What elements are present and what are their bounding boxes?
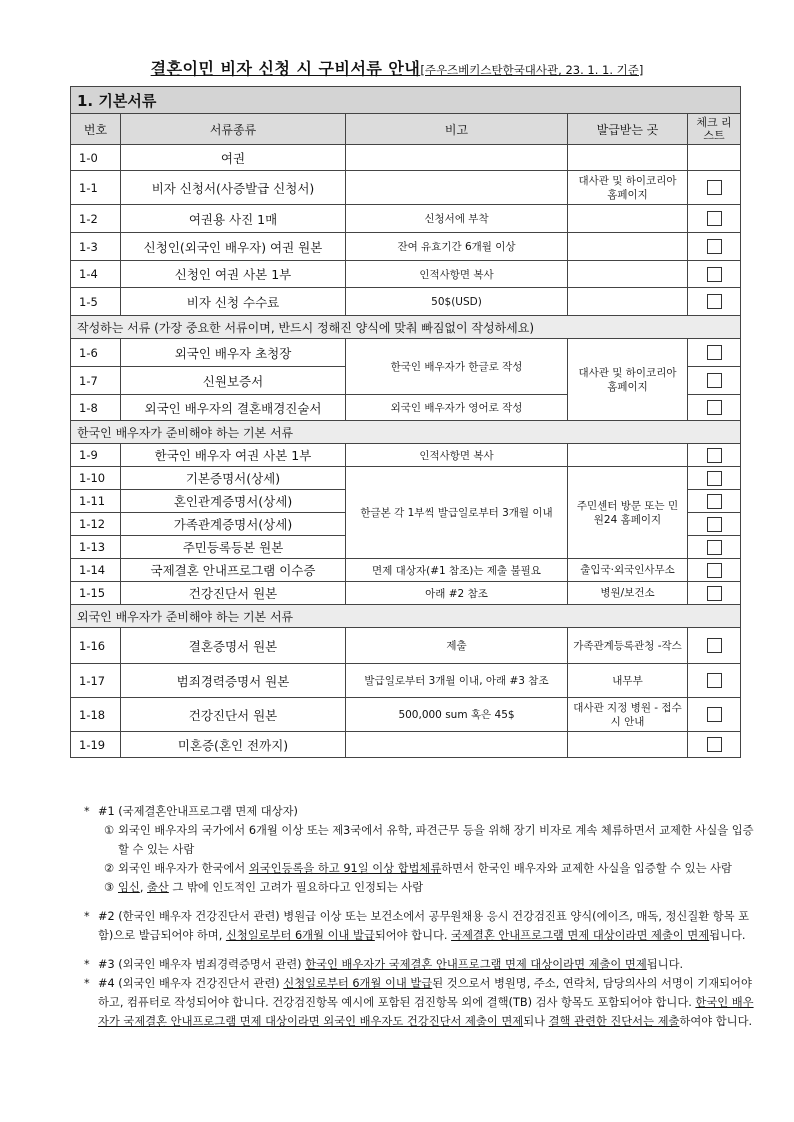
checkbox[interactable] — [707, 239, 722, 254]
table-row: 1-19 미혼증(혼인 전까지) — [71, 732, 741, 758]
table-row: 1-16 결혼증명서 원본 제출 가족관계등록관청 -작스 — [71, 628, 741, 664]
section-korean-spouse: 한국인 배우자가 준비해야 하는 기본 서류 — [71, 421, 741, 444]
note-1: * #1 (국제결혼안내프로그램 면제 대상자) — [84, 805, 298, 818]
checkbox[interactable] — [707, 345, 722, 360]
checkbox[interactable] — [707, 448, 722, 463]
checkbox[interactable] — [707, 471, 722, 486]
note-3: * #3 (외국인 배우자 범죄경력증명서 관련) 한국인 배우자가 국제결혼 안내프로그램 면제 대상이라면 제출이 면제됩니다. — [84, 958, 684, 971]
checkbox[interactable] — [707, 373, 722, 388]
section-foreign-spouse: 외국인 배우자가 준비해야 하는 기본 서류 — [71, 605, 741, 628]
table-row: 1-0 여권 — [71, 145, 741, 171]
table-row: 1-2 여권용 사진 1매 신청서에 부착 — [71, 205, 741, 233]
checkbox[interactable] — [707, 707, 722, 722]
note-1-item: ① 외국인 배우자의 국가에서 6개월 이상 또는 제3국에서 유학, 파견근무 등을 위해 장기 비자로 계속 체류하면서 교제한 사실을 입증할 수 있는 사람 — [104, 824, 754, 856]
table-row: 1-8 외국인 배우자의 결혼배경진술서 외국인 배우자가 영어로 작성 — [71, 395, 741, 421]
note-1-title: #1 (국제결혼안내프로그램 면제 대상자) — [98, 805, 298, 818]
table-row: 1-13 주민등록등본 원본 — [71, 536, 741, 559]
document-table — [70, 86, 741, 758]
checkbox[interactable] — [707, 737, 722, 752]
header-note: 비고 — [346, 114, 568, 145]
title-main: 결혼이민 비자 신청 시 구비서류 안내 — [150, 59, 421, 78]
table-row: 1-9 한국인 배우자 여권 사본 1부 인적사항면 복사 — [71, 444, 741, 467]
table-row: 1-17 범죄경력증명서 원본 발급일로부터 3개월 이내, 아래 #3 참조 내무부 — [71, 664, 741, 698]
checkbox[interactable] — [707, 638, 722, 653]
section-written-docs: 작성하는 서류 (가장 중요한 서류이며, 반드시 정해진 양식에 맞춰 빠짐없이 작성하세요) — [71, 316, 741, 339]
table-row: 1-10 기본증명서(상세) 한글본 각 1부씩 발급일로부터 3개월 이내 주민센터 방문 또는 민원24 홈페이지 — [71, 467, 741, 490]
table-row: 1-18 건강진단서 원본 500,000 sum 혹은 45$ 대사관 지정 병원 - 접수 시 안내 — [71, 698, 741, 732]
header-doc: 서류종류 — [121, 114, 346, 145]
header-num: 번호 — [71, 114, 121, 145]
checkbox[interactable] — [707, 673, 722, 688]
footnotes — [84, 802, 760, 1031]
section-basic-docs: 1. 기본서류 — [71, 87, 741, 114]
note-4: * #4 (외국인 배우자 건강진단서 관련) 신청일로부터 6개월 이내 발급된 것으로서 병원명, 주소, 연락처, 담당의사의 서명이 기재되어야 하고, 컴퓨터로 작성되어야 합니다. 건강검진항목 예시에 포함된 검진항목 외에 결핵(TB) 검사 항목도 포함되어야 합니다. 한국인 배우자가 국제결혼 안내프로그램 면제 대상이라면 외국인 배우자도 건강진단서 제출이 면제되나 결핵 관련한 진단서는 제출하여야 합니다. — [84, 977, 754, 1028]
checkbox[interactable] — [707, 294, 722, 309]
checkbox[interactable] — [707, 267, 722, 282]
checkbox[interactable] — [707, 540, 722, 555]
checkbox[interactable] — [707, 563, 722, 578]
note-2: * #2 (한국인 배우자 건강진단서 관련) 병원급 이상 또는 보건소에서 공무원채용 응시 건강검진표 양식(에이즈, 매독, 정신질환 항목 포함)으로 발급되어야 하며, 신청일로부터 6개월 이내 발급되어야 합니다. 국제결혼 안내프로그램 면제 대상이라면 제출이 면제됩니다. — [84, 910, 750, 942]
checkbox[interactable] — [707, 180, 722, 195]
note-1-item: ② 외국인 배우자가 한국에서 외국인등록을 하고 91일 이상 합법체류하면서 한국인 배우자와 교제한 사실을 입증할 수 있는 사람 — [104, 862, 732, 875]
table-row: 1-7 신원보증서 — [71, 367, 741, 395]
table-row: 1-11 혼인관계증명서(상세) — [71, 490, 741, 513]
table-row: 1-4 신청인 여권 사본 1부 인적사항면 복사 — [71, 261, 741, 288]
note-1-item: ③ 임신, 출산 그 밖에 인도적인 고려가 필요하다고 인정되는 사람 — [104, 881, 424, 894]
table-row: 1-14 국제결혼 안내프로그램 이수증 면제 대상자(#1 참조)는 제출 불필요 출입국·외국인사무소 — [71, 559, 741, 582]
checkbox[interactable] — [707, 211, 722, 226]
checkbox[interactable] — [707, 586, 722, 601]
table-row: 1-5 비자 신청 수수료 50$(USD) — [71, 288, 741, 316]
header-where: 발급받는 곳 — [568, 114, 688, 145]
table-row: 1-15 건강진단서 원본 아래 #2 참조 병원/보건소 — [71, 582, 741, 605]
page-title — [0, 56, 794, 79]
table-row: 1-12 가족관계증명서(상세) — [71, 513, 741, 536]
checkbox[interactable] — [707, 494, 722, 509]
table-row: 1-6 외국인 배우자 초청장 한국인 배우자가 한글로 작성 대사관 및 하이코리아 홈페이지 — [71, 339, 741, 367]
title-sub: [주우즈베키스탄한국대사관, 23. 1. 1. 기준] — [420, 63, 644, 77]
table-header — [71, 114, 741, 145]
checkbox[interactable] — [707, 517, 722, 532]
checkbox[interactable] — [707, 400, 722, 415]
table-row: 1-3 신청인(외국인 배우자) 여권 원본 잔여 유효기간 6개월 이상 — [71, 233, 741, 261]
table-row: 1-1 비자 신청서(사증발급 신청서) 대사관 및 하이코리아 홈페이지 — [71, 171, 741, 205]
header-check: 체크 리스트 — [688, 114, 741, 145]
